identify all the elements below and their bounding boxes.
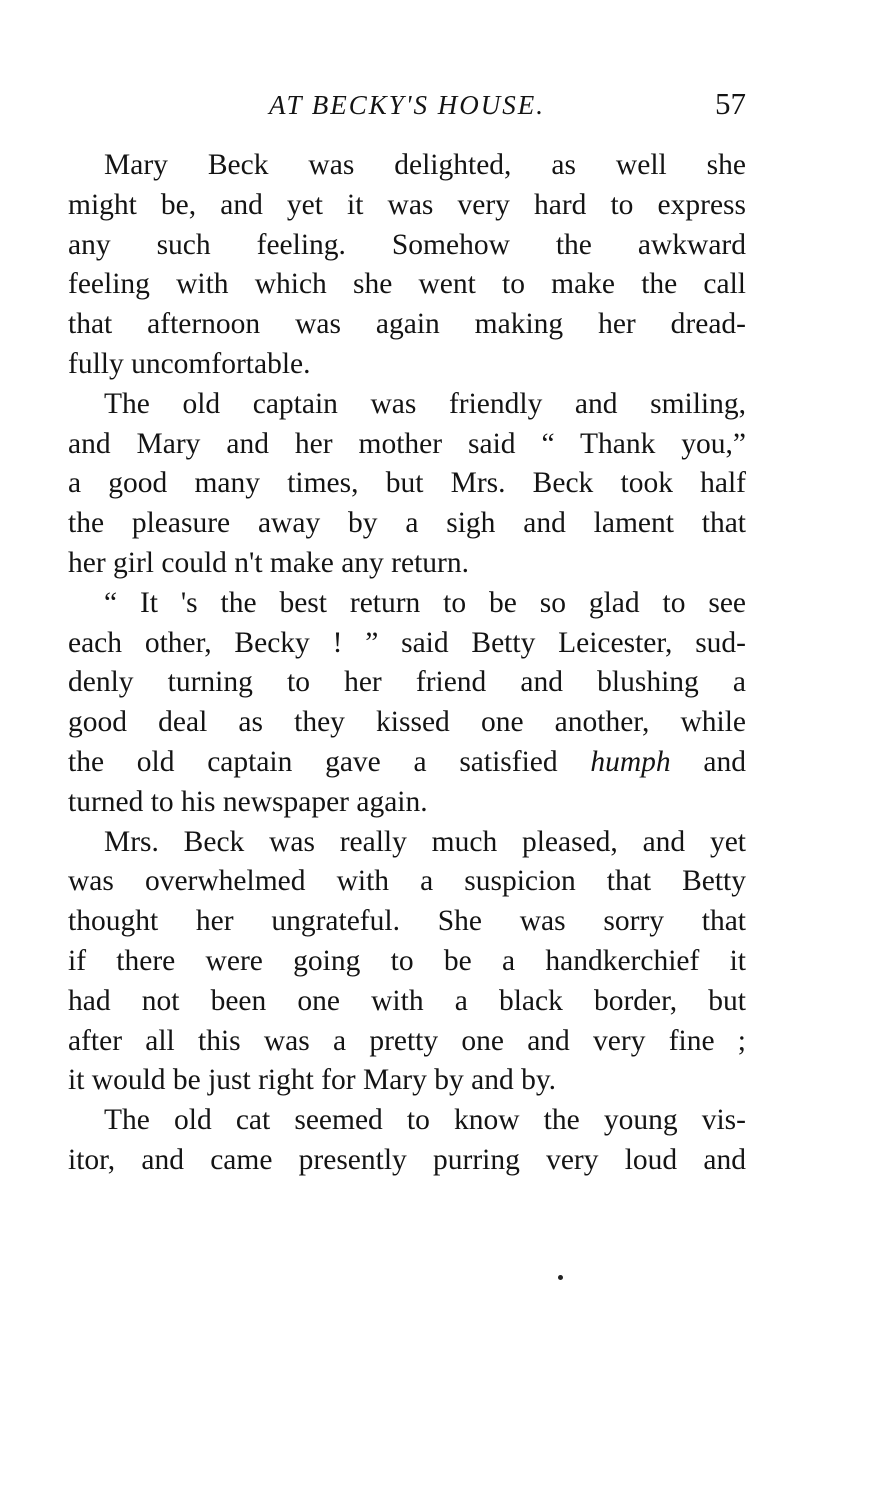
- text-line: her girl could n't make any return.: [68, 546, 469, 579]
- text-line: Mrs. Beck was really much pleased, and yet: [104, 825, 746, 858]
- paragraph: [68, 146, 746, 385]
- text-line: feeling with which she went to make the call: [68, 268, 746, 301]
- text-line: denly turning to her friend and blushing a: [68, 666, 746, 699]
- text-line: good deal as they kissed one another, while: [68, 706, 746, 739]
- running-head: AT BECKY'S HOUSE.: [268, 90, 546, 120]
- text-line: was overwhelmed with a suspicion that Betty: [68, 865, 746, 898]
- text-line: it would be just right for Mary by and by.: [68, 1064, 557, 1097]
- text-line: that afternoon was again making her dread-: [68, 308, 746, 341]
- text-line: the pleasure away by a sigh and lament that: [68, 507, 746, 540]
- paragraph: [68, 823, 746, 1102]
- body-text: [68, 146, 746, 1181]
- text-line: The old cat seemed to know the young vis-: [104, 1104, 746, 1137]
- text-line: if there were going to be a handkerchief it: [68, 944, 746, 977]
- text-line: thought her ungrateful. She was sorry that: [68, 905, 746, 938]
- printing-speck: [558, 1275, 563, 1280]
- text-line: and Mary and her mother said “ Thank you,”: [68, 427, 746, 460]
- text-line: turned to his newspaper again.: [68, 785, 428, 818]
- text-line: after all this was a pretty one and very fine ;: [68, 1024, 746, 1057]
- paragraph: [68, 1101, 746, 1181]
- paragraph: [68, 584, 746, 823]
- text-line: any such feeling. Somehow the awkward: [68, 228, 746, 261]
- text-line: “ It 's the best return to be so glad to see: [104, 586, 746, 619]
- text-line: each other, Becky ! ” said Betty Leicester, sud-: [68, 626, 746, 659]
- page-header: [68, 86, 746, 126]
- text-line: The old captain was friendly and smiling,: [104, 387, 746, 420]
- text-line: the old captain gave a satisfied humph and: [68, 745, 747, 778]
- text-line: fully uncomfortable.: [68, 347, 311, 380]
- text-line: itor, and came presently purring very loud and: [68, 1143, 746, 1176]
- paragraph: [68, 385, 746, 584]
- text-line: had not been one with a black border, but: [68, 984, 746, 1017]
- text-line: a good many times, but Mrs. Beck took half: [68, 467, 746, 500]
- text-line: might be, and yet it was very hard to express: [68, 188, 746, 221]
- text-line: Mary Beck was delighted, as well she: [104, 149, 746, 181]
- page-number: 57: [715, 86, 746, 121]
